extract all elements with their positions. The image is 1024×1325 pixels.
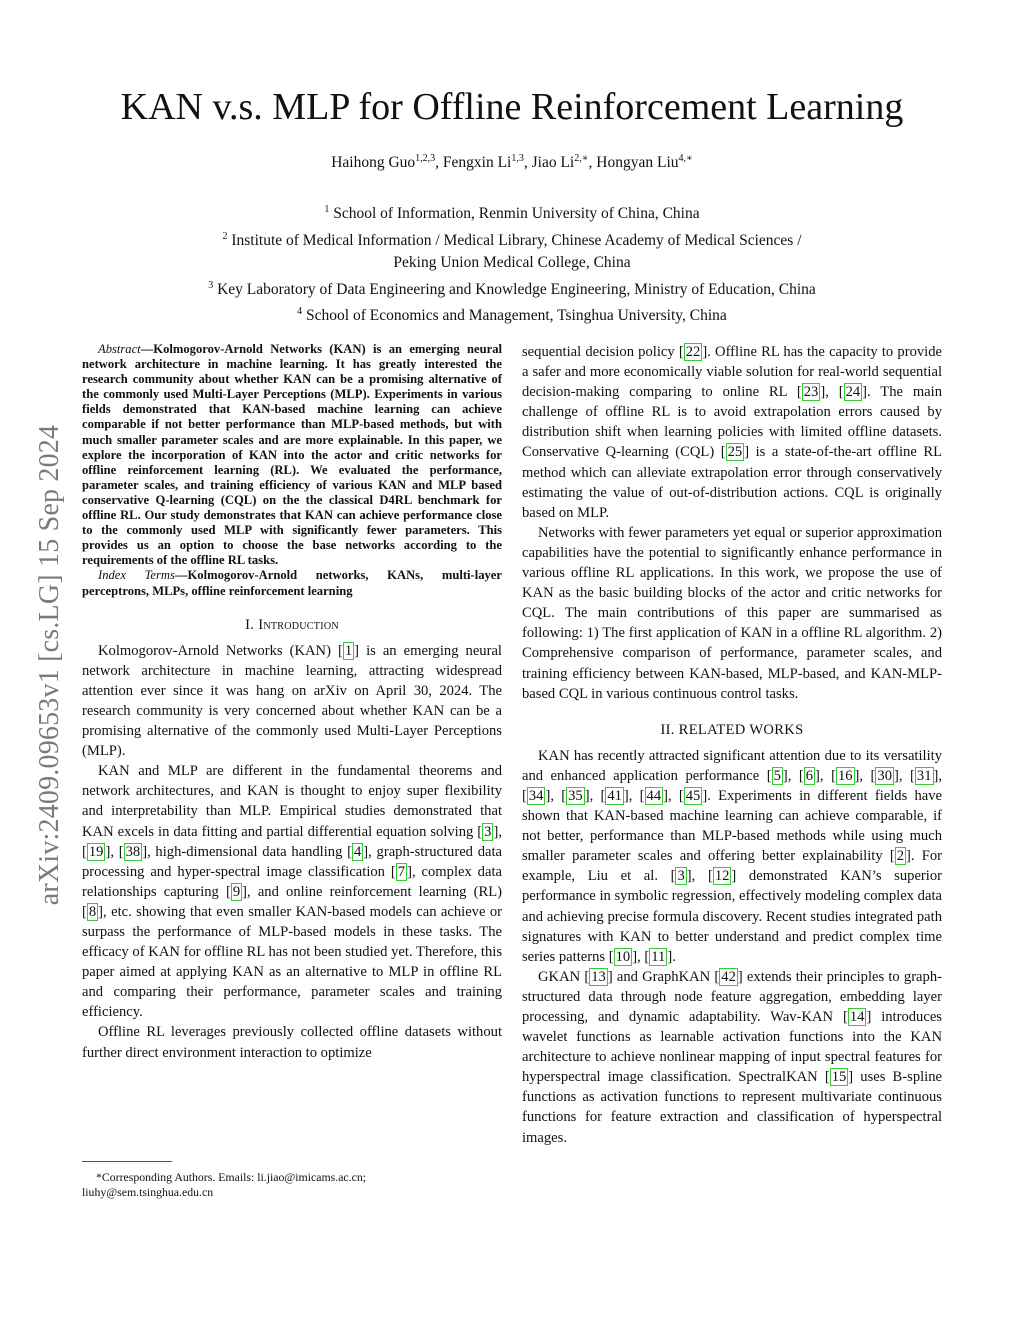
paragraph: sequential decision policy [ 22 ]. Offline RL has the capacity to provide a safer and more economically viable solution for real-world sequential decision-making comparing to online RL [ 23 ], [ 24 ]. The main challenge of offline RL is to avoid extrapolation errors caused by distribution shift when learning policies with limited offline datasets. Conservative Q-learning (CQL) [ 25 ] is a state-of-the-art offline RL method which can alleviate extrapolation error through conservatively estimating the value of out-of-distribution actions. CQL is originally based on MLP. (522, 344, 942, 521)
author-name: Fengxin Li (442, 154, 512, 172)
affiliation-text: Key Laboratory of Data Engineering and Knowledge Engineering, Ministry of Education, China (217, 280, 816, 298)
citation-link[interactable]: 16 (837, 767, 853, 784)
citation-link[interactable]: 14 (849, 1009, 865, 1025)
citation-link[interactable]: 19 (88, 843, 104, 860)
citation-link[interactable]: 30 (877, 767, 893, 784)
citation-link[interactable]: 42 (721, 968, 736, 985)
affiliation (0, 226, 1024, 253)
author-affil-sup: 2,∗ (574, 153, 589, 164)
footnote-line: liuhy@sem.tsinghua.edu.cn (82, 1185, 214, 1199)
citation-link[interactable]: 13 (591, 968, 606, 985)
footnote (82, 1170, 502, 1200)
affiliation-sup: 3 (208, 279, 214, 291)
affiliation-sup: 4 (297, 306, 303, 318)
affiliation-sup: 2 (222, 230, 228, 242)
author-affil-sup: 4,∗ (678, 153, 693, 164)
citation-link[interactable]: 4 (354, 843, 362, 860)
author-name: Hongyan Liu (596, 154, 679, 172)
citation-link[interactable]: 22 (685, 344, 701, 360)
citation-link[interactable]: 41 (607, 787, 622, 804)
citation-link[interactable]: 45 (685, 787, 701, 804)
citation-link[interactable]: 44 (646, 787, 662, 804)
index-terms-label: Index Terms (98, 568, 175, 583)
citation-link[interactable]: 8 (88, 903, 97, 920)
citation-link[interactable]: 15 (831, 1069, 847, 1086)
affiliation-text: Peking Union Medical College, China (393, 254, 631, 272)
paragraph: Kolmogorov-Arnold Networks (KAN) [ 1 ] is an emerging neural network architecture in machine learning, attracting widespread attention ever since it was hang on arXiv on April 30, 2024. The research community is very concerned about whether KAN can be a promising alternative of the commonly used Multi-Layer Perceptions (MLP). (82, 642, 502, 760)
citation-link[interactable]: 38 (125, 843, 141, 860)
affiliation-text: Institute of Medical Information / Medical Library, Chinese Academy of Medical Sciences / (231, 231, 802, 249)
arxiv-identifier[interactable]: arXiv:2409.09653v1 [cs.LG] 15 Sep 2024 (34, 424, 65, 906)
author-affil-sup: 1,3 (511, 153, 524, 164)
paragraph: Networks with fewer parameters yet equal or superior approximation capabilities have the potential to significantly enhance performance in various offline RL applications. In this work, we propose the use of KAN as the basic building blocks of the actor and critic networks for CQL. The main contributions of this paper are summarised as following: 1) The first application of KAN in a offline RL algorithm. 2) Comprehensive comparison of performance, parameter scales, and training efficiency between KAN-based, MLP-based, and KAN-MLP-based CQL in various continuous control tasks. (522, 524, 942, 702)
citation-link[interactable]: 25 (727, 444, 743, 461)
citation-link[interactable]: 1 (344, 642, 353, 659)
affiliation-list (0, 199, 1024, 328)
citation-link[interactable]: 3 (484, 823, 492, 840)
left-column (82, 342, 502, 1063)
author-list: Haihong Guo$^{1,2,3}$, Fengxin Li$^{1,3}$, Jiao $Li^{2,∗}$, Hongyan Liu$^{4,∗}$ (331, 153, 693, 172)
citation-link[interactable]: 31 (916, 767, 932, 784)
paragraph: KAN has recently attracted significant attention due to its versatility and enhanced application performance [ 5 ], [ 6 ], [ 16 ], [ 30 ], [ 31 ], [ 34 ], [ 35 ], [ 41 ], [ 44 ], [ 45 ]. Experiments in different fields have shown that KAN-based machine learning can achieve comparable, if not better, performance than MLP-based methods while using much smaller parameter scales and offering better explainability [ 2 ]. For example, Liu et al. [ 3 ], [ 12 ] demonstrated KAN’s superior performance in symbolic regression, effectively modeling complex data and achieving precise formula discovery. Recent studies integrated path signatures with KAN to better understand and predict complex time series patterns [ 10 ], [ 11 ]. (522, 747, 943, 965)
affiliation (0, 301, 1024, 328)
citation-link[interactable]: 34 (528, 787, 544, 804)
index-terms (82, 568, 502, 598)
citation-link[interactable]: 11 (651, 948, 666, 965)
footnote-line: *Corresponding Authors. Emails: li.jiao@imicams.ac.cn; (96, 1170, 367, 1184)
affiliation-text: School of Economics and Management, Tsinghua University, China (306, 307, 727, 325)
section-number: I. (245, 616, 259, 633)
author-affil-sup: 1,2,3 (415, 153, 436, 164)
footnote-rule (82, 1161, 172, 1162)
index-terms-text: —Kolmogorov-Arnold networks, KANs, multi-layer perceptrons, MLPs, offline reinforcement learning (82, 568, 502, 598)
author-name: Haihong Guo (331, 154, 416, 172)
citation-link[interactable]: 2 (896, 848, 904, 865)
abstract-label: Abstract (98, 342, 141, 356)
paragraph: Offline RL leverages previously collected offline datasets without further direct environment interaction to optimize (82, 1024, 502, 1061)
affiliation (0, 252, 1024, 275)
section-heading-related-works: II. RELATED WORKS (660, 721, 804, 738)
citation-link[interactable]: 12 (714, 868, 730, 885)
paragraph: GKAN [ 13 ] and GraphKAN [ 42 ] extends their principles to graph-structured data through node feature aggregation, embedding layer processing, and dynamic adaptability. Wav-KAN [ 14 ] introduces wavelet functions as learnable activation functions into the KAN architecture to achieve nonlinear mapping of input spectral features for hyperspectral image classification. SpectralKAN [ 15 ] uses B-spline functions as activation functions to represent multivariate continuous functions for feature extraction and classification of hyperspectral images. (522, 968, 942, 1146)
paragraph: KAN and MLP are different in the fundamental theorems and network architectures, and KAN is thought to enjoy super flexibility and interpretability than MLP. Empirical studies demonstrated that KAN excels in data fitting and partial differential equation solving [ 3 ], [ 19 ], [ 38 ], high-dimensional data handling [ 4 ], graph-structured data processing and hyper-spectral image classification [ 7 ], complex data relationships capturing [ 9 ], and online reinforcement learning (RL) [ 8 ], etc. showing that even smaller KAN-based models can achieve or surpass the performance of MLP-based models in these tasks. The efficacy of KAN for offline RL has not been studied yet. Therefore, this paper aimed at applying KAN as an alternative to MLP in offline RL and comparing their performance, parameter scales and training efficiency. (82, 763, 503, 1021)
abstract-text: —Kolmogorov-Arnold Networks (KAN) is an emerging neural network architecture in machine learning. It has greatly interested the research community about whether KAN can be a promising alternative of the commonly used Multi-Layer Perceptions (MLP). Experiments in various fields demonstrated that KAN-based machine learning can achieve comparable if not better performance than MLP-based methods, but with much smaller parameter scales and are more explainable. In this paper, we explore the incorporation of KAN into the actor and critic networks for offline reinforcement learning (RL). We evaluated the performance, parameter scales, and training efficiency of various KAN and MLP based conservative Q-learning (CQL) on the the classical D4RL benchmark for offline RL. Our study demonstrates that KAN can achieve performance close to the commonly used MLP with significantly fewer parameters. This provides us an option to choose the base networks according to the requirements of the offline RL tasks. (82, 342, 502, 568)
arxiv-sidebar (28, 355, 72, 975)
citation-link[interactable]: 10 (615, 948, 631, 965)
affiliation (0, 199, 1024, 226)
affiliation-sup: 1 (324, 204, 330, 215)
citation-link[interactable]: 9 (232, 883, 241, 900)
section-title: Introduction (258, 616, 339, 633)
citation-link[interactable]: 7 (397, 863, 406, 880)
citation-link[interactable]: 24 (845, 384, 861, 401)
citation-link[interactable]: 5 (773, 767, 781, 784)
citation-link[interactable]: 35 (568, 787, 583, 804)
paper-title: KAN v.s. MLP for Offline Reinforcement Learning (120, 86, 904, 128)
section-heading-introduction (82, 615, 502, 635)
abstract (82, 342, 502, 568)
author-name: Jiao Li (531, 154, 575, 172)
citation-link[interactable]: 6 (805, 767, 814, 784)
citation-link[interactable]: 3 (677, 868, 685, 885)
affiliation (0, 275, 1024, 302)
right-column (522, 342, 942, 1148)
citation-link[interactable]: 23 (803, 384, 819, 401)
affiliation-text: School of Information, Renmin University of China, China (333, 205, 700, 223)
